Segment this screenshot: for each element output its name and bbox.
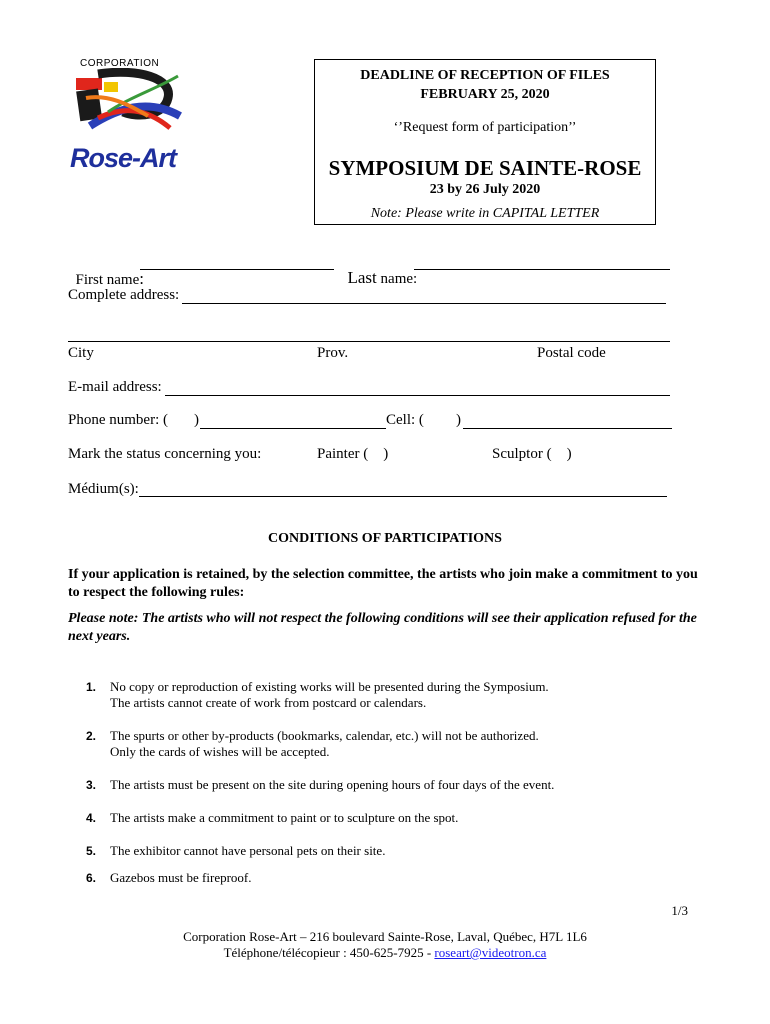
sculptor-checkbox[interactable]: Sculptor ( ) <box>492 446 572 462</box>
list-item-number: 1. <box>86 680 97 694</box>
header-box <box>314 59 656 225</box>
logo-corporation-text: CORPORATION <box>80 58 160 69</box>
list-item-number: 4. <box>86 811 97 825</box>
painter-checkbox[interactable]: Painter ( ) <box>317 446 389 462</box>
list-item-line: The artists make a commitment to paint or to sculpture on the spot. <box>110 810 459 825</box>
page-number: 1/3 <box>671 903 688 918</box>
deadline-line-2: FEBRUARY 25, 2020 <box>420 87 550 102</box>
last-name-input[interactable] <box>414 269 670 270</box>
footer-phone: Téléphone/télécopieur : 450-625-7925 - <box>223 945 435 960</box>
symposium-title: SYMPOSIUM DE SAINTE-ROSE <box>328 156 642 180</box>
footer-email-link[interactable]: roseart@videotron.ca <box>434 945 547 960</box>
rose-art-logo-icon <box>68 68 188 148</box>
conditions-note: Please note: The artists who will not respect the following conditions will see their application refused for the next years. <box>68 611 697 644</box>
conditions-title: CONDITIONS OF PARTICIPATIONS <box>268 531 502 546</box>
deadline-line-1: DEADLINE OF RECEPTION OF FILES <box>360 68 610 83</box>
list-item-line: The spurts or other by-products (bookmarks, calendar, etc.) will not be authorized. <box>110 728 539 743</box>
conditions-intro: If your application is retained, by the selection committee, the artists who join make a commitment to you to respect the following rules: <box>68 567 698 600</box>
request-form-text: ‘’Request form of participation’’ <box>393 120 577 135</box>
symposium-dates: 23 by 26 July 2020 <box>429 182 541 197</box>
capital-letter-note: Note: Please write in CAPITAL LETTER <box>370 206 600 221</box>
email-input[interactable] <box>165 395 670 396</box>
logo-rose-art-text: Rose-Art <box>70 143 177 173</box>
cell-label: Cell: ( <box>386 412 424 428</box>
prov-label: Prov. <box>317 345 349 361</box>
first-name-label: First name <box>75 272 140 288</box>
footer-address: Corporation Rose-Art – 216 boulevard Sainte-Rose, Laval, Québec, H7L 1L6 <box>183 929 587 944</box>
list-item-line: The exhibitor cannot have personal pets on their site. <box>110 843 386 858</box>
list-item-line: The artists must be present on the site during opening hours of four days of the event. <box>110 777 555 792</box>
cell-close-paren: ) <box>456 412 461 428</box>
list-item-number: 6. <box>86 871 97 885</box>
city-label: City <box>68 345 94 361</box>
list-item-line: Only the cards of wishes will be accepted. <box>110 744 330 759</box>
deadline-block <box>315 66 655 104</box>
footer-contact <box>0 945 770 961</box>
address-input[interactable] <box>182 303 666 304</box>
email-label: E-mail address: <box>68 379 162 395</box>
list-item-line: Gazebos must be fireproof. <box>110 870 252 885</box>
postal-code-label: Postal code <box>537 345 606 361</box>
list-item-number: 2. <box>86 729 97 743</box>
first-name-row <box>68 252 144 289</box>
address-label: Complete address: <box>68 287 180 303</box>
last-name-label: Last <box>347 268 377 287</box>
phone-label: Phone number: ( <box>68 412 168 428</box>
medium-input[interactable] <box>139 496 667 497</box>
list-item-line: The artists cannot create of work from postcard or calendars. <box>110 695 427 710</box>
last-name-row <box>340 251 417 288</box>
list-item-number: 3. <box>86 778 97 792</box>
status-label: Mark the status concerning you: <box>68 446 262 462</box>
first-name-colon: : <box>139 269 144 288</box>
list-item-line: No copy or reproduction of existing works will be presented during the Symposium. <box>110 679 549 694</box>
list-item-number: 5. <box>86 844 97 858</box>
phone-close-paren: ) <box>194 412 199 428</box>
cell-input[interactable] <box>463 428 672 429</box>
first-name-input[interactable] <box>140 269 334 270</box>
medium-label: Médium(s): <box>68 481 139 497</box>
last-name-label-2: name: <box>380 271 418 287</box>
phone-input[interactable] <box>200 428 386 429</box>
address-input-2[interactable] <box>68 341 670 342</box>
